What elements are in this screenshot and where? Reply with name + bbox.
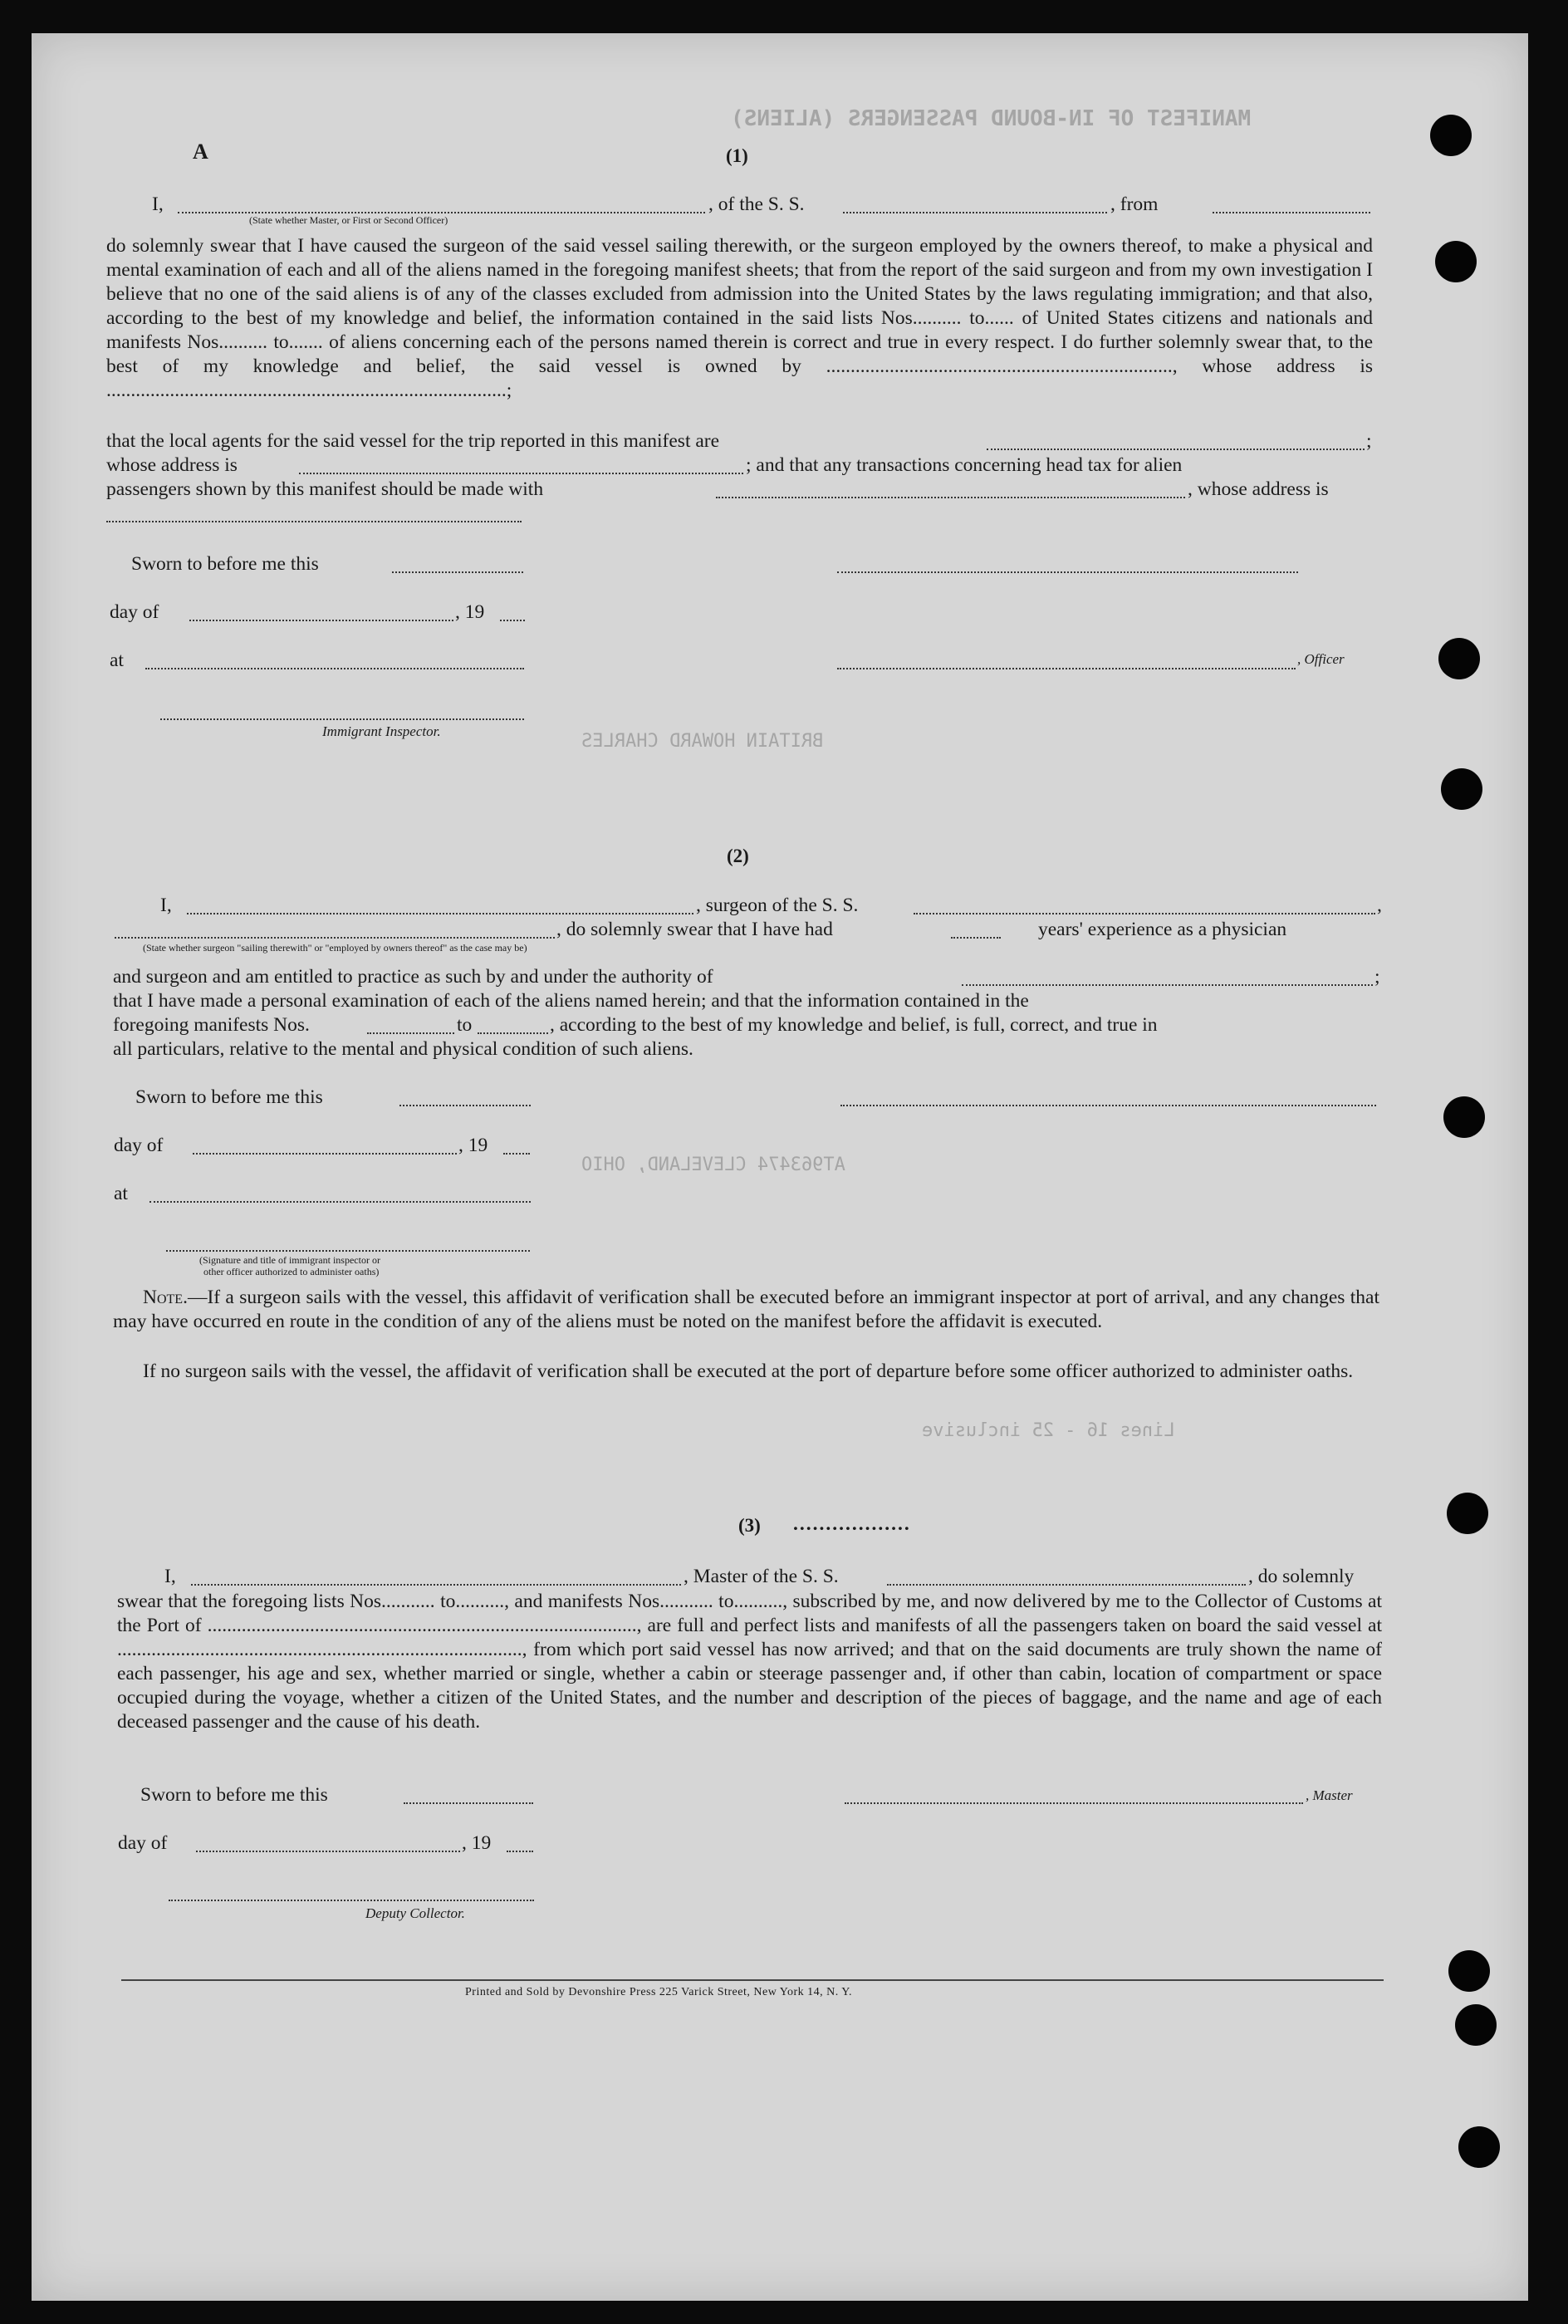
section-3-sworn-label: Sworn to before me this bbox=[140, 1784, 328, 1806]
section-1-passengers-label: passengers shown by this manifest should be made with bbox=[106, 478, 544, 500]
semicolon: ; bbox=[1366, 430, 1372, 452]
section-3-month-field[interactable] bbox=[196, 1832, 460, 1852]
section-3-solemnly: , do solemnly bbox=[1248, 1566, 1355, 1587]
section-2-surgeon-signature-field[interactable] bbox=[840, 1086, 1376, 1106]
section-1-at: at bbox=[110, 650, 124, 671]
section-3-master-signature-field[interactable] bbox=[845, 1784, 1303, 1804]
section-2-number: (2) bbox=[727, 846, 749, 866]
section-3-paragraph: swear that the foregoing lists Nos........... to.........., and manifests Nos........... to.........., subscribed by me, and now delivered by me to the Collector of Customs at the Port of ........................................................................................, are full and perfect lists and manifests of all the passengers taken on board the said vessel at ..................................................................................., from which port said vessel has now arrived; and that on the said documents are truly shown the name of each passenger, his age and sex, whether married or single, whether a cabin or steerage passenger and, if other than cabin, location of compartment or space occupied during the voyage, whether a citizen of the United States, and the number and description of the pieces of baggage, and the name and age of each deceased passenger and the cause of his death. bbox=[117, 1591, 1382, 1733]
section-2-i: I, bbox=[160, 895, 172, 916]
bleed-through-text: AT963474 CLEVELAND, OHIO bbox=[581, 1155, 845, 1175]
section-1-officer-signature-field[interactable] bbox=[837, 650, 1296, 669]
section-1-paragraph: do solemnly swear that I have caused the surgeon of the said vessel sailing therewith, or the surgeon employed by the owners thereof, to make a physical and mental examination of each and all of the aliens named in the foregoing manifest sheets; that from the report of the said surgeon and from my own investigation I believe that no one of the said aliens is of any of the classes excluded from admission into the United States by the laws regulating immigration; and that also, according to the best of my knowledge and belief, the information contained in the said lists Nos.......... to...... of United States citizens and nationals and manifests Nos.......... to....... of aliens concerning each of the persons named therein is correct and true in every respect. I do further solemnly swear that, to the best of my knowledge and belief, the said vessel is owned by ......................................................................., whose address is ..................................................................................; bbox=[106, 235, 1373, 401]
section-3-collector-signature-field[interactable] bbox=[169, 1881, 534, 1901]
section-2-day-of: day of bbox=[114, 1135, 164, 1156]
section-3-year: , 19 bbox=[462, 1832, 492, 1854]
section-2-manifest-from-field[interactable] bbox=[367, 1014, 454, 1034]
section-2-year-field[interactable] bbox=[503, 1135, 530, 1155]
note-1-text: —If a surgeon sails with the vessel, this affidavit of verification shall be executed before an immigrant inspector at port of arrival, and any changes that may have occurred en route in the condition of any of the aliens must be noted on the manifest before the affidavit is executed. bbox=[113, 1287, 1379, 1332]
section-1-officer-signature-top[interactable] bbox=[837, 553, 1298, 573]
bleed-through-text: Lines 16 - 25 inclusive bbox=[922, 1420, 1175, 1441]
surgeon-name-field[interactable] bbox=[187, 895, 693, 914]
section-2-sworn-date-field[interactable] bbox=[399, 1086, 531, 1106]
section-2-to: to bbox=[457, 1014, 473, 1036]
section-3-master-label: , Master bbox=[1306, 1787, 1353, 1803]
punch-hole bbox=[1435, 241, 1477, 282]
head-tax-address-field[interactable] bbox=[106, 503, 522, 522]
section-2-at: at bbox=[114, 1183, 128, 1204]
section-1-number: (1) bbox=[726, 145, 748, 166]
footer-rule bbox=[121, 1979, 1384, 1981]
section-2-according: , according to the best of my knowledge and belief, is full, correct, and true in bbox=[550, 1014, 1158, 1036]
section-2-authority: and surgeon and am entitled to practice as such by and under the authority of bbox=[113, 966, 713, 988]
section-2-sig-note-1: (Signature and title of immigrant inspector or bbox=[199, 1254, 380, 1266]
section-1-officer-label: , Officer bbox=[1297, 651, 1345, 667]
section-2-note-1 bbox=[113, 1286, 1379, 1334]
section-1-from: , from bbox=[1110, 194, 1159, 215]
section-1-place-field[interactable] bbox=[145, 650, 524, 669]
section-1-year-field[interactable] bbox=[500, 601, 525, 621]
comma: , bbox=[1377, 895, 1382, 916]
section-3-sworn-date-field[interactable] bbox=[404, 1784, 533, 1804]
section-2-surgeon-of: , surgeon of the S. S. bbox=[696, 895, 859, 916]
surgeon-type-field[interactable] bbox=[115, 919, 555, 939]
section-3-vessel-field[interactable] bbox=[887, 1566, 1246, 1586]
years-experience-field[interactable] bbox=[951, 919, 1001, 939]
officer-rank-field[interactable] bbox=[178, 194, 705, 213]
section-3-collector-label: Deputy Collector. bbox=[365, 1905, 465, 1921]
section-2-type-note: (State whether surgeon "sailing therewith" or "employed by owners thereof" as the case may be) bbox=[143, 942, 527, 954]
section-2-month-field[interactable] bbox=[193, 1135, 457, 1155]
bleed-through-text: BRITAIN HOWARD CHARLES bbox=[581, 731, 824, 752]
section-3-dots: .................. bbox=[793, 1513, 911, 1535]
punch-hole bbox=[1455, 2004, 1497, 2046]
section-1-whose-address: , whose address is bbox=[1188, 478, 1329, 500]
section-2-solemnly: , do solemnly swear that I have had bbox=[556, 919, 833, 940]
from-port-field[interactable] bbox=[1213, 194, 1370, 213]
section-1-agents-label: that the local agents for the said vessel for the trip reported in this manifest are bbox=[106, 430, 720, 452]
section-3-day-of: day of bbox=[118, 1832, 168, 1854]
punch-hole bbox=[1430, 115, 1472, 156]
local-agents-field[interactable] bbox=[987, 430, 1365, 450]
section-3-year-field[interactable] bbox=[507, 1832, 533, 1852]
agents-address-field[interactable] bbox=[299, 454, 743, 474]
punch-hole bbox=[1443, 1096, 1485, 1138]
master-name-field[interactable] bbox=[191, 1566, 681, 1586]
punch-hole bbox=[1441, 768, 1482, 810]
section-2-year: , 19 bbox=[458, 1135, 488, 1156]
vessel-name-field[interactable] bbox=[843, 194, 1107, 213]
section-2-place-field[interactable] bbox=[149, 1183, 531, 1203]
printer-imprint: Printed and Sold by Devonshire Press 225 Varick Street, New York 14, N. Y. bbox=[465, 1986, 853, 1998]
section-3-i: I, bbox=[164, 1566, 176, 1587]
section-2-sig-note-2: other officer authorized to administer oaths) bbox=[203, 1266, 380, 1277]
section-2-inspector-signature-field[interactable] bbox=[166, 1232, 530, 1252]
section-1-month-field[interactable] bbox=[189, 601, 453, 621]
section-1-day-of: day of bbox=[110, 601, 159, 623]
authority-field[interactable] bbox=[962, 966, 1373, 986]
section-1-i: I, bbox=[152, 194, 164, 215]
section-2-note-2: If no surgeon sails with the vessel, the affidavit of verification shall be executed at the port of departure before some officer authorized to administer oaths. bbox=[143, 1361, 1354, 1382]
note-label: Note. bbox=[143, 1287, 188, 1308]
section-1-sworn-date-field[interactable] bbox=[392, 553, 523, 573]
section-2-examination: that I have made a personal examination of each of the aliens named herein; and that the information contained in the bbox=[113, 990, 1029, 1012]
head-tax-contact-field[interactable] bbox=[716, 478, 1185, 498]
section-2-manifests: foregoing manifests Nos. bbox=[113, 1014, 310, 1036]
section-1-rank-note: (State whether Master, or First or Second Officer) bbox=[249, 214, 448, 226]
section-1-sworn-label: Sworn to before me this bbox=[131, 553, 319, 575]
section-1-inspector-label: Immigrant Inspector. bbox=[322, 723, 441, 739]
section-3-number: (3) bbox=[738, 1515, 761, 1536]
section-2-vessel-field[interactable] bbox=[914, 895, 1375, 914]
punch-hole bbox=[1458, 2126, 1500, 2168]
section-1-address-label: whose address is bbox=[106, 454, 238, 476]
section-2-particulars: all particulars, relative to the mental and physical condition of such aliens. bbox=[113, 1038, 693, 1060]
punch-hole bbox=[1448, 1950, 1490, 1992]
punch-hole bbox=[1438, 638, 1480, 679]
section-2-years: years' experience as a physician bbox=[1038, 919, 1287, 940]
section-1-inspector-signature-field[interactable] bbox=[160, 700, 524, 720]
semicolon: ; bbox=[1374, 966, 1380, 988]
bleed-through-text: MANIFEST OF IN-BOUND PASSENGERS (ALIENS) bbox=[731, 106, 1252, 131]
section-1-head-tax: ; and that any transactions concerning head tax for alien bbox=[746, 454, 1183, 476]
section-1-of-ss: , of the S. S. bbox=[708, 194, 805, 215]
punch-hole bbox=[1447, 1493, 1488, 1534]
section-1-year: , 19 bbox=[455, 601, 485, 623]
section-2-sworn-label: Sworn to before me this bbox=[135, 1086, 323, 1108]
header-mark: A bbox=[193, 140, 208, 164]
section-2-manifest-to-field[interactable] bbox=[478, 1014, 548, 1034]
section-3-master-of: , Master of the S. S. bbox=[684, 1566, 839, 1587]
